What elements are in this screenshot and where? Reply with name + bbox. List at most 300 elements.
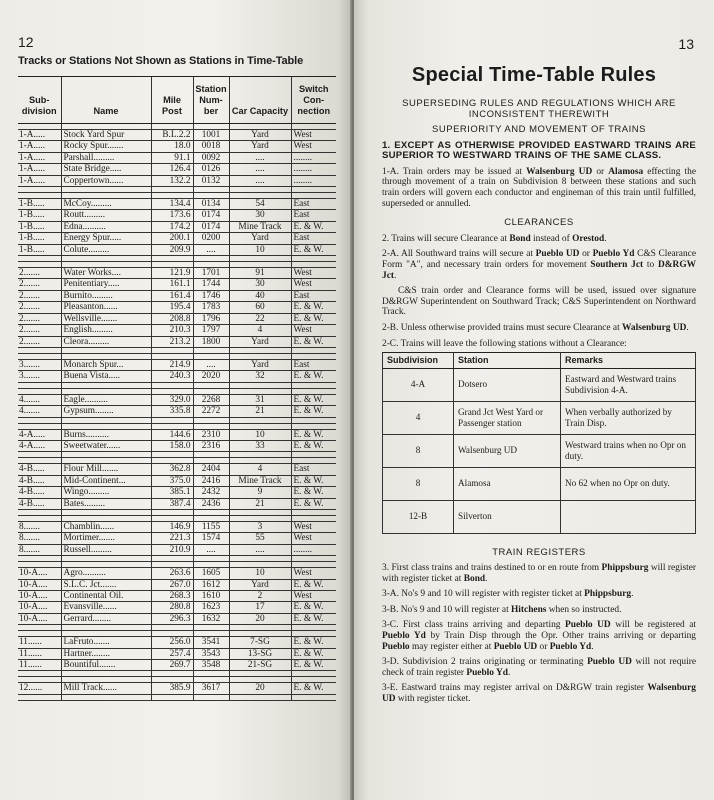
clearance-remarks-cell: No 62 when no Opr on duty. (561, 467, 696, 500)
station-number-cell: 1796 (193, 313, 229, 324)
station-number-cell: 1797 (193, 325, 229, 336)
header-name: Name (61, 77, 151, 124)
rule-3a-text: 3-A. No's 9 and 10 will register with register ticket at (382, 589, 585, 600)
car-capacity-cell: .... (229, 544, 291, 555)
subdivision-cell: 1-A..... (18, 175, 61, 186)
name-cell: Burnito......... (61, 290, 151, 301)
car-capacity-cell: 21-SG (229, 660, 291, 671)
switch-cell: E. & W. (291, 406, 336, 417)
subdivision-cell: 1-B..... (18, 233, 61, 244)
subdivision-cell: 10-A.... (18, 602, 61, 613)
car-capacity-cell: 54 (229, 199, 291, 210)
subdivision-cell: 8....... (18, 544, 61, 555)
subdivision-cell: 2....... (18, 336, 61, 347)
subdivision-cell: 2....... (18, 268, 61, 279)
car-capacity-cell: 20 (229, 683, 291, 694)
switch-cell: West (291, 521, 336, 532)
switch-cell: E. & W. (291, 475, 336, 486)
clearance-station-cell: Alamosa (454, 467, 561, 500)
station-number-cell: 2268 (193, 394, 229, 405)
right-page (354, 0, 714, 800)
stations-group (18, 631, 336, 677)
clearance-remarks-cell: When verbally authorized by Train Disp. (561, 401, 696, 434)
station-number-cell: 0126 (193, 164, 229, 175)
table-row (18, 290, 336, 301)
mile-post-cell: 269.7 (151, 660, 193, 671)
switch-cell: E. & W. (291, 602, 336, 613)
station-number-cell: 0134 (193, 199, 229, 210)
rule-3b-text: 3-B. No's 9 and 10 will register at (382, 604, 512, 615)
left-page-title: Tracks or Stations Not Shown as Stations in Time-Table (18, 55, 304, 67)
car-capacity-cell: .... (229, 175, 291, 186)
clearances-heading: CLEARANCES (504, 217, 574, 229)
switch-cell: ........ (291, 175, 336, 186)
stations-group (18, 677, 336, 700)
table-row (18, 568, 336, 579)
stations-group (18, 124, 336, 193)
table-row (383, 401, 696, 434)
subdivision-cell: 1-A..... (18, 141, 61, 152)
rule-3-station: Bond (463, 573, 486, 584)
table-row (18, 152, 336, 163)
table-row (383, 500, 696, 533)
switch-cell: E. & W. (291, 613, 336, 624)
clearance-subdivision-cell: 4 (383, 401, 454, 434)
stations-group (18, 193, 336, 262)
switch-cell: West (291, 325, 336, 336)
rule-2b (382, 323, 696, 334)
subdivision-cell: 4....... (18, 406, 61, 417)
rule-3c-station: Pueblo Yd (549, 641, 592, 652)
subdivision-cell: 3....... (18, 359, 61, 370)
stations-group (18, 458, 336, 516)
car-capacity-cell: 33 (229, 440, 291, 451)
switch-cell: West (291, 279, 336, 290)
switch-cell: E. & W. (291, 487, 336, 498)
station-number-cell: 1001 (193, 130, 229, 141)
station-number-cell: 1701 (193, 268, 229, 279)
switch-cell: East (291, 290, 336, 301)
station-number-cell: 0174 (193, 221, 229, 232)
name-cell: Sweetwater...... (61, 440, 151, 451)
rule-2a (382, 249, 696, 281)
switch-cell: West (291, 130, 336, 141)
table-row (383, 368, 696, 401)
name-cell: Mill Track...... (61, 683, 151, 694)
switch-cell: East (291, 210, 336, 221)
table-row (18, 164, 336, 175)
station-number-cell: 0200 (193, 233, 229, 244)
subdivision-cell: 1-A..... (18, 152, 61, 163)
clearance-station-cell: Grand Jct West Yard or Passenger station (454, 401, 561, 434)
subdivision-cell: 10-A.... (18, 613, 61, 624)
station-number-cell: 2020 (193, 371, 229, 382)
name-cell: Wellsville....... (61, 313, 151, 324)
subdivision-cell: 2....... (18, 302, 61, 313)
switch-cell: ........ (291, 544, 336, 555)
table-row (18, 313, 336, 324)
rule-2 (382, 234, 696, 245)
car-capacity-cell: Yard (229, 336, 291, 347)
switch-cell: E. & W. (291, 660, 336, 671)
mile-post-cell: 173.6 (151, 210, 193, 221)
name-cell: Stock Yard Spur (61, 130, 151, 141)
car-capacity-cell: Yard (229, 579, 291, 590)
station-number-cell: .... (193, 544, 229, 555)
rule-3a (382, 589, 696, 600)
rule-3c-text: . (591, 641, 594, 652)
rule-3c-text: may register either at (409, 641, 494, 652)
rule-2-text: instead of (530, 233, 573, 244)
table-row (18, 336, 336, 347)
right-page-number: 13 (678, 36, 694, 52)
subdivision-cell: 2....... (18, 279, 61, 290)
rule-3-text: 3. First class trains and trains destined to or en route from (382, 563, 602, 574)
rule-2a-text: to (643, 259, 658, 270)
car-capacity-cell: 9 (229, 487, 291, 498)
switch-cell: E. & W. (291, 371, 336, 382)
table-row (383, 467, 696, 500)
station-number-cell: 1783 (193, 302, 229, 313)
car-capacity-cell: 60 (229, 302, 291, 313)
mile-post-cell: 213.2 (151, 336, 193, 347)
table-row (18, 210, 336, 221)
switch-cell: West (291, 568, 336, 579)
station-number-cell: 3543 (193, 648, 229, 659)
rule-3c-text: or (537, 641, 550, 652)
rule-3-station: Phippsburg (601, 563, 649, 574)
rule-2a-text: C&S Clearance Form "A", and necessary train orders for movement (382, 249, 696, 270)
table-row (18, 233, 336, 244)
name-cell: Energy Spur..... (61, 233, 151, 244)
station-number-cell: .... (193, 359, 229, 370)
mile-post-cell: 263.6 (151, 568, 193, 579)
rule-3d-station: Pueblo Yd (466, 667, 508, 678)
rule-2a-text: or (579, 249, 593, 260)
name-cell: Penitentiary..... (61, 279, 151, 290)
rule-3 (382, 563, 696, 584)
stations-group (18, 515, 336, 561)
mile-post-cell: 134.4 (151, 199, 193, 210)
table-row (18, 613, 336, 624)
clearance-table (382, 352, 696, 533)
mile-post-cell: 387.4 (151, 498, 193, 509)
superiority-heading: SUPERIORITY AND MOVEMENT OF TRAINS (432, 124, 646, 135)
car-capacity-cell: 55 (229, 533, 291, 544)
rule-2a-text: . (393, 270, 397, 281)
switch-cell: East (291, 464, 336, 475)
header-mile-post: Mile Post (151, 77, 193, 124)
name-cell: Chamblin...... (61, 521, 151, 532)
rule-3c-text: by Train Disp through the Opr. Other trains arriving or departing (425, 631, 696, 642)
station-number-cell: 2310 (193, 429, 229, 440)
car-capacity-cell: 31 (229, 394, 291, 405)
car-capacity-cell: Yard (229, 233, 291, 244)
station-number-cell: 1746 (193, 290, 229, 301)
name-cell: Agro.......... (61, 568, 151, 579)
table-row (18, 637, 336, 648)
name-cell: Continental Oil. (61, 591, 151, 602)
stations-table (18, 76, 336, 701)
table-row (18, 464, 336, 475)
rule-3c (382, 620, 696, 652)
car-capacity-cell: 32 (229, 371, 291, 382)
car-capacity-cell: 10 (229, 568, 291, 579)
station-number-cell: .... (193, 244, 229, 255)
clearance-station-cell: Dotsero (454, 368, 561, 401)
table-row (18, 371, 336, 382)
rule-3e-text: 3-E. Eastward trains may register arrival on D&RGW train register (382, 683, 648, 694)
rule-2-text: 2. Trains will secure Clearance at (382, 233, 510, 244)
table-row (18, 325, 336, 336)
name-cell: Rocky Spur....... (61, 141, 151, 152)
rule-2-station: Bond (509, 233, 531, 244)
clearance-header-station: Station (454, 353, 561, 368)
subdivision-cell: 11...... (18, 637, 61, 648)
superseding-heading: SUPERSEDING RULES AND REGULATIONS WHICH ARE INCONSISTENT THEREWITH (402, 98, 676, 120)
rule-2a-station: Pueblo UD (535, 249, 580, 260)
mile-post-cell: 208.8 (151, 313, 193, 324)
clearance-subdivision-cell: 4-A (383, 368, 454, 401)
subdivision-cell: 1-B..... (18, 199, 61, 210)
group-spacer (18, 694, 336, 700)
station-number-cell: 0092 (193, 152, 229, 163)
mile-post-cell: 221.3 (151, 533, 193, 544)
name-cell: Mid-Continent... (61, 475, 151, 486)
table-row (18, 591, 336, 602)
car-capacity-cell: 4 (229, 325, 291, 336)
subdivision-cell: 4-B..... (18, 475, 61, 486)
car-capacity-cell: 4 (229, 464, 291, 475)
car-capacity-cell: .... (229, 152, 291, 163)
rule-1a (382, 167, 696, 209)
rule-1a-text: 1-A. Train orders may be issued at (382, 166, 527, 177)
subdivision-cell: 11...... (18, 660, 61, 671)
car-capacity-cell: 10 (229, 429, 291, 440)
left-page-number: 12 (18, 34, 34, 50)
table-row (18, 394, 336, 405)
car-capacity-cell: 2 (229, 591, 291, 602)
stations-group (18, 262, 336, 354)
station-number-cell: 2436 (193, 498, 229, 509)
rule-2a-station: Southern Jct (590, 259, 644, 270)
mile-post-cell: 385.9 (151, 683, 193, 694)
rule-3e-text: with register ticket. (395, 694, 471, 705)
rule-3c-text: 3-C. First class trains arriving and departing (382, 620, 565, 631)
switch-cell: West (291, 591, 336, 602)
name-cell: Gypsum........ (61, 406, 151, 417)
name-cell: Colute......... (61, 244, 151, 255)
rule-3d-text: . (507, 667, 511, 678)
subdivision-cell: 3....... (18, 371, 61, 382)
switch-cell: East (291, 359, 336, 370)
table-row (18, 130, 336, 141)
subdivision-cell: 10-A.... (18, 591, 61, 602)
car-capacity-cell: 30 (229, 279, 291, 290)
rule-2a-note: C&S train order and Clearance forms will be used, issued over signature D&RGW Superintendent on Southward Track; C&S Superintendent on Northward Track. (382, 286, 696, 318)
table-row (18, 579, 336, 590)
table-row (18, 199, 336, 210)
car-capacity-cell: Yard (229, 359, 291, 370)
car-capacity-cell: 7-SG (229, 637, 291, 648)
name-cell: S.L.C. Jct....... (61, 579, 151, 590)
station-number-cell: 2404 (193, 464, 229, 475)
station-number-cell: 3541 (193, 637, 229, 648)
rule-2a-text: 2-A. All Southward trains will secure at (382, 249, 536, 260)
name-cell: Coppertown...... (61, 175, 151, 186)
subdivision-cell: 11...... (18, 648, 61, 659)
subdivision-cell: 1-B..... (18, 244, 61, 255)
rule-2a-station: Pueblo Yd (592, 249, 635, 260)
rule-3b-text: when so instructed. (546, 604, 622, 615)
rule-2b-text: . (686, 322, 689, 333)
mile-post-cell: 158.0 (151, 440, 193, 451)
table-row (18, 683, 336, 694)
table-row (18, 602, 336, 613)
table-row (18, 660, 336, 671)
mile-post-cell: 195.4 (151, 302, 193, 313)
switch-cell: ........ (291, 152, 336, 163)
header-subdivision: Sub-division (18, 77, 61, 124)
stations-group (18, 353, 336, 388)
switch-cell: E. & W. (291, 498, 336, 509)
name-cell: Evansville...... (61, 602, 151, 613)
switch-cell: West (291, 533, 336, 544)
mile-post-cell: 210.3 (151, 325, 193, 336)
left-page (0, 0, 352, 800)
rule-3d (382, 657, 696, 678)
rule-3a-text: . (631, 589, 634, 600)
name-cell: Pleasanton...... (61, 302, 151, 313)
rule-1a-text: effecting the through movement of a train on Subdivision 8 between these stations and such train orders will govern each conductor and engineman of this train until fulfilled, superseded or annulled. (382, 166, 696, 209)
rule-2-text: . (604, 233, 607, 244)
rule-3c-station: Pueblo Yd (382, 631, 426, 642)
station-number-cell: 0132 (193, 175, 229, 186)
mile-post-cell: 174.2 (151, 221, 193, 232)
car-capacity-cell: 22 (229, 313, 291, 324)
table-row (18, 268, 336, 279)
subdivision-cell: 8....... (18, 521, 61, 532)
car-capacity-cell: 17 (229, 602, 291, 613)
mile-post-cell: 329.0 (151, 394, 193, 405)
rule-3d-station: Pueblo UD (587, 657, 632, 668)
mile-post-cell: B.L.2.2 (151, 130, 193, 141)
name-cell: Bates......... (61, 498, 151, 509)
station-number-cell: 2272 (193, 406, 229, 417)
name-cell: Bountiful....... (61, 660, 151, 671)
mile-post-cell: 362.8 (151, 464, 193, 475)
switch-cell: E. & W. (291, 302, 336, 313)
mile-post-cell: 256.0 (151, 637, 193, 648)
mile-post-cell: 268.3 (151, 591, 193, 602)
station-number-cell: 1610 (193, 591, 229, 602)
subdivision-cell: 1-B..... (18, 210, 61, 221)
name-cell: Wingo......... (61, 487, 151, 498)
car-capacity-cell: Mine Track (229, 475, 291, 486)
rule-1: 1. EXCEPT AS OTHERWISE PROVIDED EASTWARD TRAINS ARE SUPERIOR TO WESTWARD TRAINS OF THE SAME CLASS. (382, 139, 696, 162)
rule-1a-text: or (592, 166, 609, 177)
rules-body (382, 98, 696, 710)
switch-cell: E. & W. (291, 683, 336, 694)
name-cell: State Bridge..... (61, 164, 151, 175)
car-capacity-cell: 21 (229, 498, 291, 509)
station-number-cell: 1800 (193, 336, 229, 347)
subdivision-cell: 1-A..... (18, 164, 61, 175)
table-row (18, 533, 336, 544)
clearance-remarks-cell: Westward trains when no Opr on duty. (561, 434, 696, 467)
table-row (18, 141, 336, 152)
rule-1a-station: Alamosa (608, 166, 644, 177)
clearance-header-remarks: Remarks (561, 353, 696, 368)
stations-group (18, 388, 336, 423)
stations-header-row (18, 77, 336, 124)
car-capacity-cell: 10 (229, 244, 291, 255)
name-cell: Routt......... (61, 210, 151, 221)
switch-cell: E. & W. (291, 429, 336, 440)
table-row (18, 544, 336, 555)
mile-post-cell: 296.3 (151, 613, 193, 624)
name-cell: Flour Mill....... (61, 464, 151, 475)
clearance-remarks-cell: Eastward and Westward trains Subdivision 4-A. (561, 368, 696, 401)
subdivision-cell: 2....... (18, 325, 61, 336)
table-row (18, 221, 336, 232)
train-registers-heading: TRAIN REGISTERS (492, 546, 586, 558)
clearance-subdivision-cell: 8 (383, 467, 454, 500)
switch-cell: E. & W. (291, 394, 336, 405)
table-row (18, 175, 336, 186)
car-capacity-cell: 20 (229, 613, 291, 624)
mile-post-cell: 267.0 (151, 579, 193, 590)
car-capacity-cell: Mine Track (229, 221, 291, 232)
rule-3c-station: Pueblo UD (493, 641, 538, 652)
car-capacity-cell: 3 (229, 521, 291, 532)
mile-post-cell: 257.4 (151, 648, 193, 659)
switch-cell: E. & W. (291, 313, 336, 324)
name-cell: Cleora......... (61, 336, 151, 347)
rule-2a-station: D&RGW Jct (382, 259, 696, 281)
mile-post-cell: 121.9 (151, 268, 193, 279)
subdivision-cell: 4-B..... (18, 498, 61, 509)
car-capacity-cell: 13-SG (229, 648, 291, 659)
subdivision-cell: 4....... (18, 394, 61, 405)
car-capacity-cell: 91 (229, 268, 291, 279)
station-number-cell: 2416 (193, 475, 229, 486)
subdivision-cell: 1-A..... (18, 130, 61, 141)
name-cell: English......... (61, 325, 151, 336)
rule-3d-text: 3-D. Subdivision 2 trains originating or terminating (382, 657, 588, 668)
clearance-subdivision-cell: 8 (383, 434, 454, 467)
subdivision-cell: 4-A..... (18, 429, 61, 440)
switch-cell: E. & W. (291, 579, 336, 590)
mile-post-cell: 280.8 (151, 602, 193, 613)
name-cell: Gerrard........ (61, 613, 151, 624)
station-number-cell: 1605 (193, 568, 229, 579)
rule-2-station: Orestod (572, 233, 605, 244)
switch-cell: E. & W. (291, 440, 336, 451)
rule-3d-text: will not require check of train register (382, 657, 696, 678)
subdivision-cell: 4-B..... (18, 464, 61, 475)
station-number-cell: 2432 (193, 487, 229, 498)
rule-1a-station: Walsenburg UD (526, 166, 593, 177)
subdivision-cell: 2....... (18, 290, 61, 301)
rule-3-text: will register with register ticket at (382, 563, 696, 584)
mile-post-cell: 132.2 (151, 175, 193, 186)
rule-3a-station: Phippsburg (584, 589, 632, 600)
rule-2b-text: 2-B. Unless otherwise provided trains must secure Clearance at (382, 322, 623, 333)
name-cell: Mortimer....... (61, 533, 151, 544)
table-row (18, 648, 336, 659)
station-number-cell: 0018 (193, 141, 229, 152)
